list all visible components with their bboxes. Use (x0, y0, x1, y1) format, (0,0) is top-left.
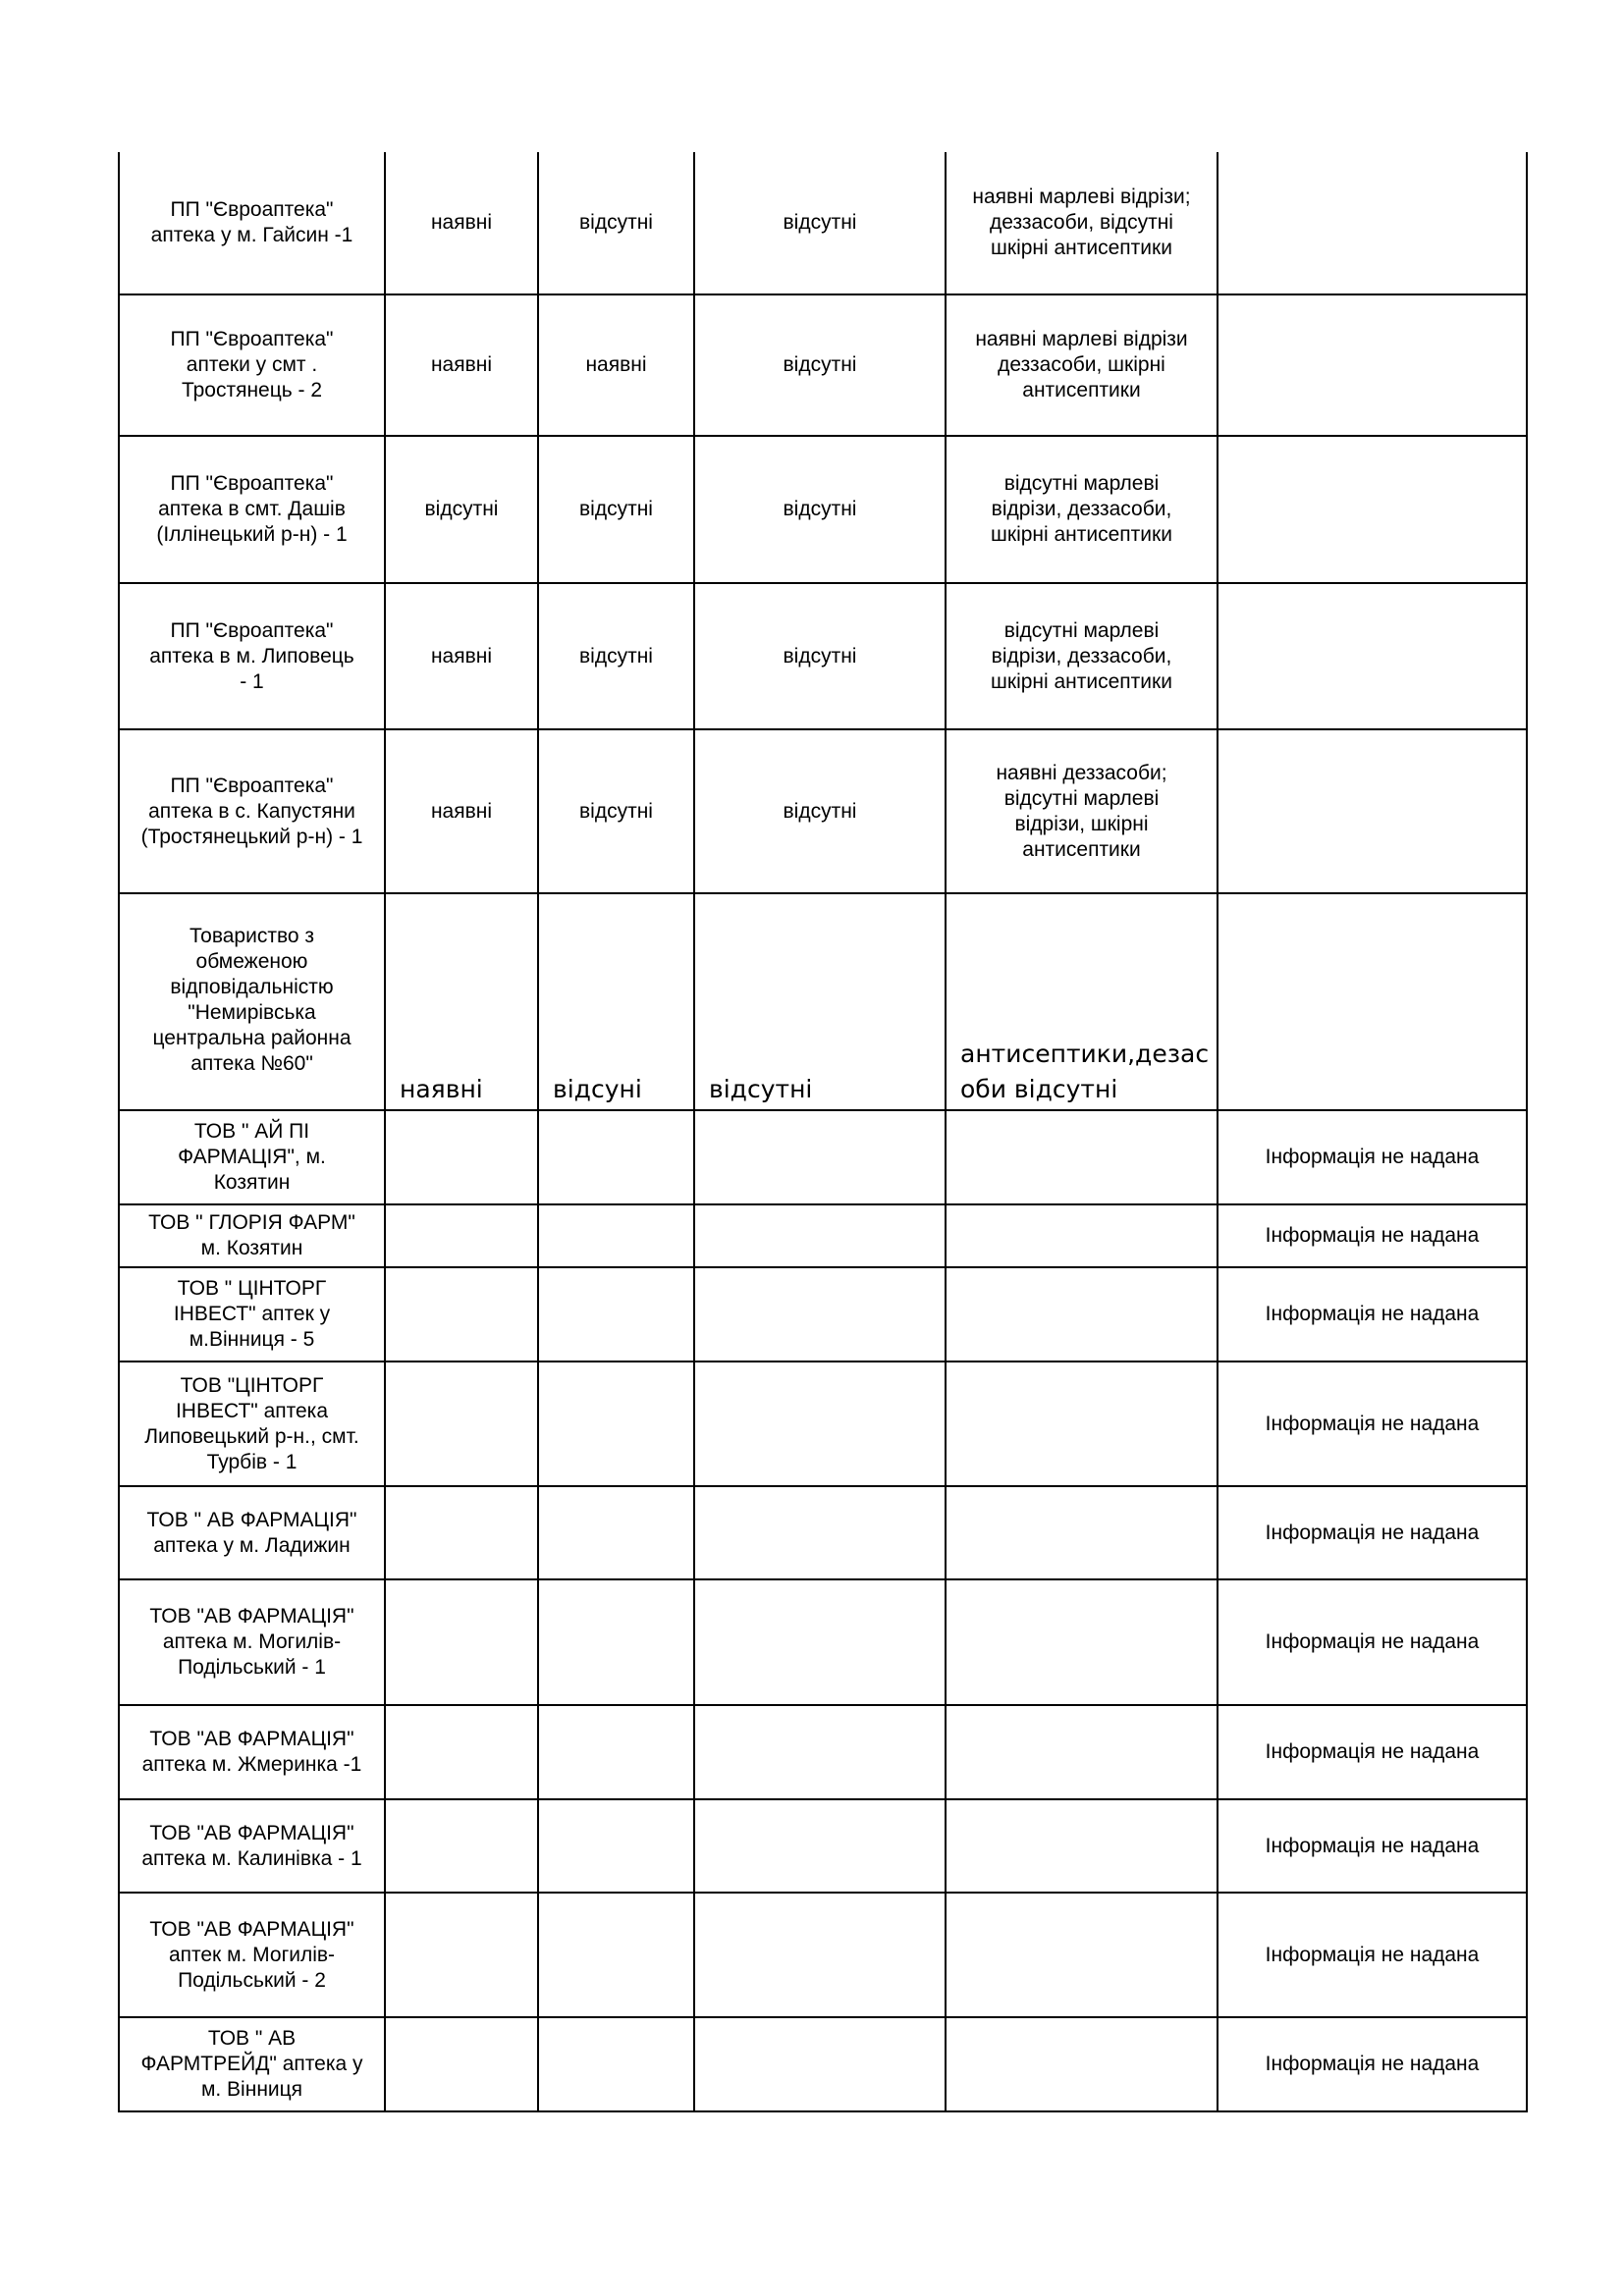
status-cell (385, 1799, 538, 1893)
status-cell (694, 1362, 946, 1486)
details-cell (946, 2017, 1218, 2111)
table-row (119, 1486, 1527, 1579)
status-cell (694, 1204, 946, 1267)
table-row (119, 1799, 1527, 1893)
status-cell (694, 1267, 946, 1362)
status-cell (385, 2017, 538, 2111)
note-cell: Інформація не надана (1218, 1705, 1527, 1799)
status-cell (385, 1579, 538, 1705)
status-cell (385, 1362, 538, 1486)
note-cell: Інформація не надана (1218, 1204, 1527, 1267)
pharmacy-name-cell: ПП "Євроаптека" аптека у м. Гайсин -1 (119, 152, 385, 294)
status-cell: відсутні (694, 583, 946, 729)
details-cell: наявні деззасоби; відсутні марлеві відрізи, шкірні антисептики (946, 729, 1218, 893)
status-cell (694, 1110, 946, 1204)
status-cell (694, 1893, 946, 2017)
status-cell: відсутні (694, 152, 946, 294)
status-cell: наявні (385, 893, 538, 1110)
pharmacy-name-cell: ТОВ "ЦІНТОРГ ІНВЕСТ" аптека Липовецький р-н., смт. Турбів - 1 (119, 1362, 385, 1486)
status-cell: відсутні (694, 436, 946, 583)
table-row (119, 583, 1527, 729)
table-row (119, 729, 1527, 893)
note-cell (1218, 729, 1527, 893)
status-cell (694, 2017, 946, 2111)
table-body (119, 152, 1527, 2111)
table-row (119, 893, 1527, 1110)
status-cell (694, 1705, 946, 1799)
status-cell: відсутні (538, 583, 694, 729)
details-cell: антисептики,дезас оби відсутні (946, 893, 1218, 1110)
note-cell: Інформація не надана (1218, 1799, 1527, 1893)
status-cell (538, 1579, 694, 1705)
status-cell (385, 1893, 538, 2017)
pharmacy-name-cell: ПП "Євроаптека" аптека в смт. Дашів (Іллінецький р-н) - 1 (119, 436, 385, 583)
status-cell (694, 1486, 946, 1579)
status-cell (385, 1204, 538, 1267)
details-cell (946, 1267, 1218, 1362)
note-cell (1218, 583, 1527, 729)
status-cell (538, 1362, 694, 1486)
status-cell (538, 1267, 694, 1362)
pharmacy-name-cell: ТОВ " АЙ ПІ ФАРМАЦІЯ", м. Козятин (119, 1110, 385, 1204)
status-cell: відсутні (538, 152, 694, 294)
pharmacy-name-cell: ПП "Євроаптека" аптеки у смт . Тростянець - 2 (119, 294, 385, 436)
details-cell (946, 1110, 1218, 1204)
pharmacy-name-cell: ТОВ " АВ ФАРМТРЕЙД" аптека у м. Вінниця (119, 2017, 385, 2111)
note-cell (1218, 893, 1527, 1110)
pharmacy-name-cell: Товариство з обмеженою відповідальністю "Немирівська центральна районна аптека №60" (119, 893, 385, 1110)
pharmacy-name-cell: ТОВ "АВ ФАРМАЦІЯ" аптека м. Жмеринка -1 (119, 1705, 385, 1799)
status-cell (538, 2017, 694, 2111)
table-row (119, 1362, 1527, 1486)
table-row (119, 1267, 1527, 1362)
table-row (119, 1579, 1527, 1705)
pharmacy-name-cell: ПП "Євроаптека" аптека в с. Капустяни (Тростянецький р-н) - 1 (119, 729, 385, 893)
details-cell (946, 1579, 1218, 1705)
status-cell (538, 1893, 694, 2017)
status-cell: відсуні (538, 893, 694, 1110)
status-cell: відсутні (694, 294, 946, 436)
pharmacy-name-cell: ТОВ "АВ ФАРМАЦІЯ" аптека м. Могилів- Подільський - 1 (119, 1579, 385, 1705)
status-cell (385, 1110, 538, 1204)
status-cell (385, 1267, 538, 1362)
status-cell (694, 1579, 946, 1705)
details-cell (946, 1362, 1218, 1486)
status-cell (538, 1705, 694, 1799)
status-cell (694, 1799, 946, 1893)
status-cell: наявні (385, 583, 538, 729)
pharmacy-name-cell: ТОВ "АВ ФАРМАЦІЯ" аптека м. Калинівка - 1 (119, 1799, 385, 1893)
status-cell: наявні (538, 294, 694, 436)
details-cell: наявні марлеві відрізи; деззасоби, відсутні шкірні антисептики (946, 152, 1218, 294)
note-cell: Інформація не надана (1218, 1579, 1527, 1705)
table-row (119, 294, 1527, 436)
details-cell (946, 1705, 1218, 1799)
status-cell: відсутні (385, 436, 538, 583)
note-cell (1218, 294, 1527, 436)
note-cell: Інформація не надана (1218, 1362, 1527, 1486)
table-row (119, 1110, 1527, 1204)
status-cell (538, 1486, 694, 1579)
table-row (119, 1204, 1527, 1267)
details-cell (946, 1893, 1218, 2017)
pharmacy-status-table (118, 152, 1528, 2112)
details-cell (946, 1799, 1218, 1893)
status-cell: наявні (385, 152, 538, 294)
status-cell: відсутні (694, 893, 946, 1110)
pharmacy-name-cell: ПП "Євроаптека" аптека в м. Липовець - 1 (119, 583, 385, 729)
pharmacy-name-cell: ТОВ " ЦІНТОРГ ІНВЕСТ" аптек у м.Вінниця - 5 (119, 1267, 385, 1362)
table-row (119, 1893, 1527, 2017)
table-row (119, 1705, 1527, 1799)
pharmacy-name-cell: ТОВ "АВ ФАРМАЦІЯ" аптек м. Могилів- Подільський - 2 (119, 1893, 385, 2017)
status-cell: відсутні (538, 436, 694, 583)
details-cell: відсутні марлеві відрізи, деззасоби, шкірні антисептики (946, 436, 1218, 583)
status-cell (538, 1110, 694, 1204)
note-cell: Інформація не надана (1218, 1893, 1527, 2017)
status-cell (538, 1204, 694, 1267)
table-row (119, 436, 1527, 583)
status-cell: наявні (385, 294, 538, 436)
status-cell: відсутні (694, 729, 946, 893)
details-cell (946, 1486, 1218, 1579)
note-cell: Інформація не надана (1218, 2017, 1527, 2111)
details-cell: відсутні марлеві відрізи, деззасоби, шкірні антисептики (946, 583, 1218, 729)
details-cell (946, 1204, 1218, 1267)
note-cell: Інформація не надана (1218, 1486, 1527, 1579)
status-cell: відсутні (538, 729, 694, 893)
status-cell: наявні (385, 729, 538, 893)
status-cell (385, 1486, 538, 1579)
table-row (119, 2017, 1527, 2111)
details-cell: наявні марлеві відрізи деззасоби, шкірні антисептики (946, 294, 1218, 436)
status-cell (385, 1705, 538, 1799)
table-row (119, 152, 1527, 294)
note-cell (1218, 436, 1527, 583)
pharmacy-name-cell: ТОВ " АВ ФАРМАЦІЯ" аптека у м. Ладижин (119, 1486, 385, 1579)
note-cell: Інформація не надана (1218, 1110, 1527, 1204)
note-cell: Інформація не надана (1218, 1267, 1527, 1362)
pharmacy-name-cell: ТОВ " ГЛОРІЯ ФАРМ" м. Козятин (119, 1204, 385, 1267)
note-cell (1218, 152, 1527, 294)
status-cell (538, 1799, 694, 1893)
